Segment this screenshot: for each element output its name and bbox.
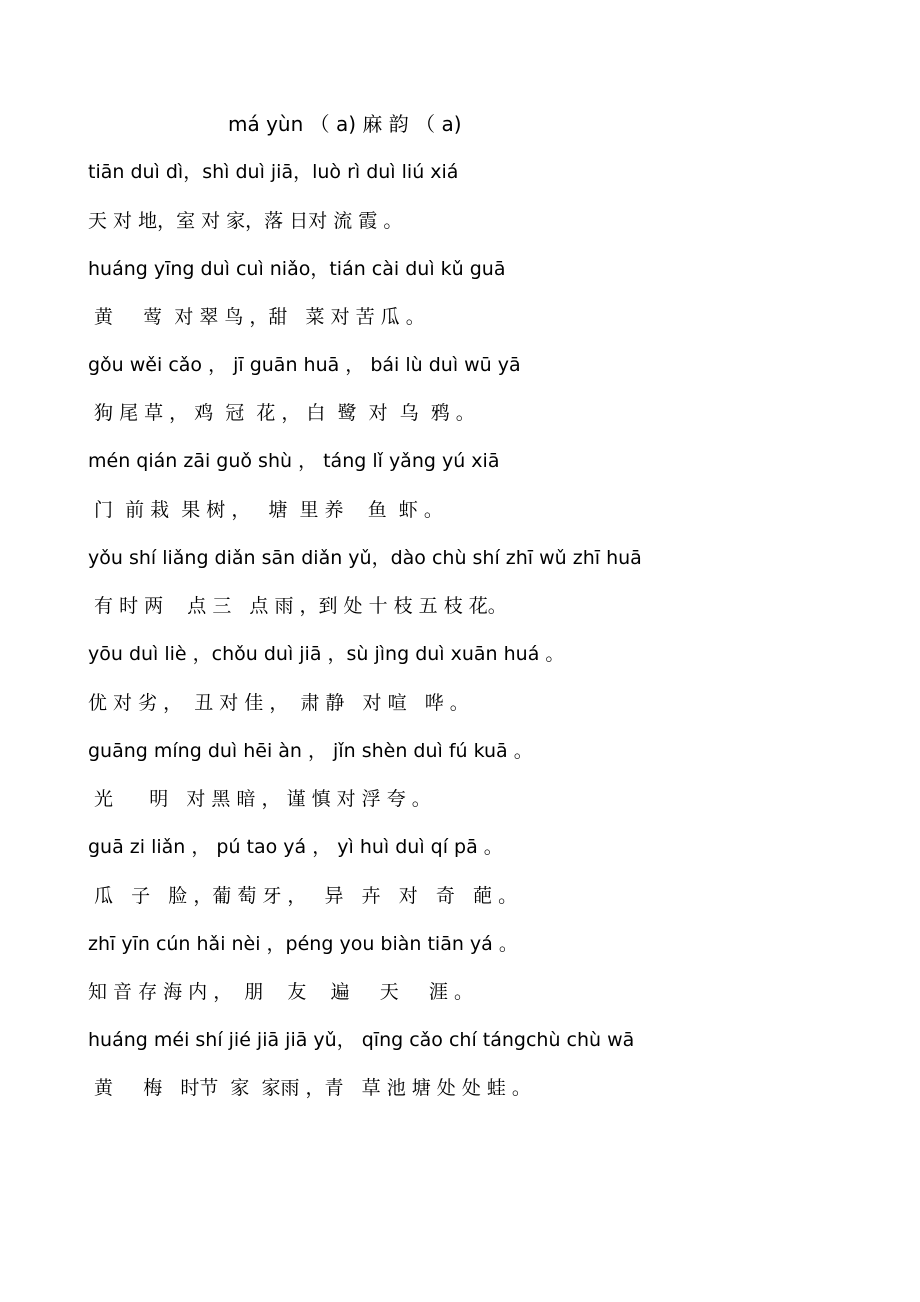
pinyin-line-5: yǒu shí liǎng diǎn sān diǎn yǔ，dào chù shí zhī wǔ zhī huā [88, 547, 642, 569]
pinyin-line-2: huáng yīng duì cuì niǎo，tián cài duì kǔ guā [88, 258, 506, 280]
hanzi-line-5: 有 时 两 点 三 点 雨 ，到 处 十 枝 五 枝 花。 [88, 595, 507, 617]
page-title: má yùn （ a) 麻 韵 （ a) [228, 112, 462, 136]
pinyin-line-3: gǒu wěi cǎo ， jī guān huā ， bái lù duì wū yā [88, 354, 521, 376]
pinyin-line-10: huáng méi shí jié jiā jiā yǔ， qīng cǎo chí tángchù chù wā [88, 1029, 635, 1051]
pinyin-line-1: tiān duì dì，shì duì jiā，luò rì duì liú xiá [88, 161, 459, 183]
pinyin-line-6: yōu duì liè ，chǒu duì jiā ，sù jìng duì xuān huá 。 [88, 643, 565, 665]
hanzi-line-3: 狗 尾 草 ， 鸡 冠 花 ， 白 鹭 对 乌 鸦 。 [88, 402, 475, 424]
hanzi-line-2: 黄 莺 对 翠 鸟 ，甜 菜 对 苦 瓜 。 [88, 306, 425, 328]
hanzi-line-4: 门 前 栽 果 树 ， 塘 里 养 鱼 虾 。 [88, 499, 443, 521]
hanzi-line-6: 优 对 劣 ， 丑 对 佳 ， 肃 静 对 喧 哗 。 [88, 692, 469, 714]
pinyin-line-9: zhī yīn cún hǎi nèi ，péng you biàn tiān yá 。 [88, 933, 518, 955]
hanzi-line-7: 光 明 对 黑 暗 ， 谨 慎 对 浮 夸 。 [88, 788, 431, 810]
hanzi-line-1: 天 对 地，室 对 家，落 日对 流 霞 。 [88, 210, 403, 232]
hanzi-line-10: 黄 梅 时节 家 家雨 ，青 草 池 塘 处 处 蛙 。 [88, 1077, 531, 1099]
hanzi-line-9: 知 音 存 海 内 ， 朋 友 遍 天 涯 。 [88, 981, 474, 1003]
pinyin-line-7: guāng míng duì hēi àn ， jǐn shèn duì fú kuā 。 [88, 740, 533, 762]
hanzi-line-8: 瓜 子 脸 ，葡 萄 牙 ， 异 卉 对 奇 葩 。 [88, 885, 518, 907]
pinyin-line-8: guā zi liǎn ， pú tao yá ， yì huì duì qí pā 。 [88, 836, 503, 858]
pinyin-line-4: mén qián zāi guǒ shù ， táng lǐ yǎng yú xiā [88, 450, 500, 472]
